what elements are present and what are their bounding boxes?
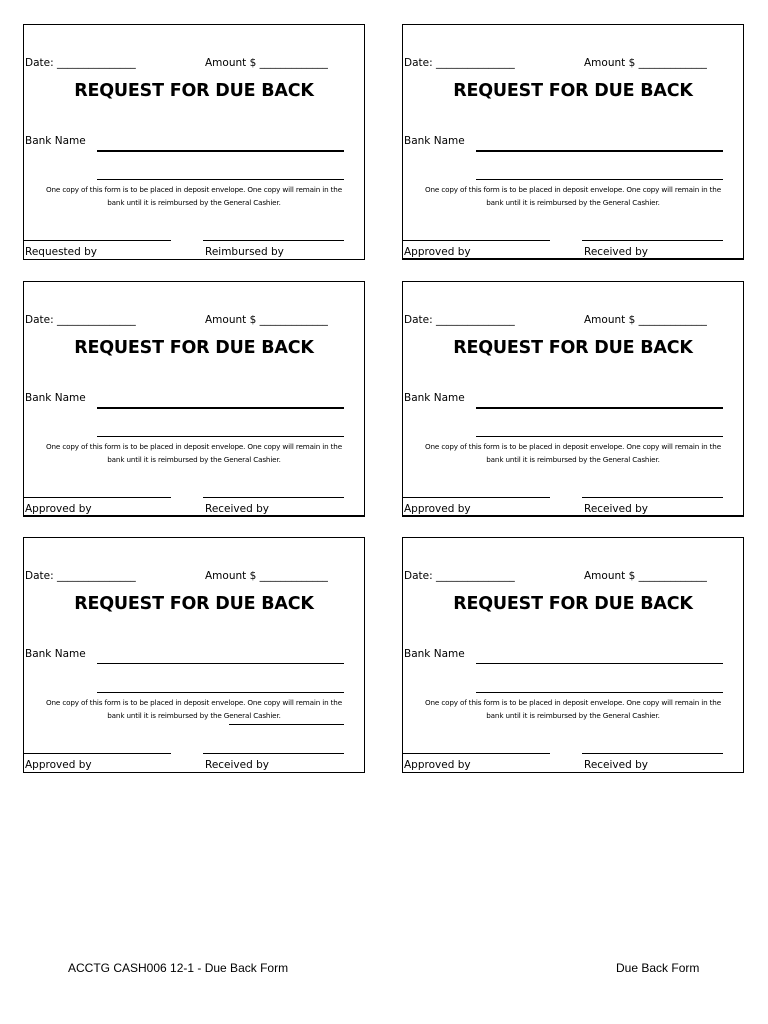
- bank-name-line-2: [476, 179, 723, 180]
- form-title: REQUEST FOR DUE BACK: [453, 81, 693, 101]
- due-back-form: [402, 281, 744, 517]
- signature-line-left: [403, 497, 550, 498]
- received-by-label: Received by: [584, 246, 648, 258]
- due-back-form: [402, 24, 744, 260]
- signature-line-right: [582, 240, 723, 241]
- received-by-label: Received by: [205, 503, 269, 515]
- form-title: REQUEST FOR DUE BACK: [453, 338, 693, 358]
- bank-name-line: [476, 150, 723, 152]
- notice-line-2: bank until it is reimbursed by the General Cashier.: [107, 198, 281, 207]
- form-notice: [24, 696, 364, 722]
- signature-line-right: [582, 497, 723, 498]
- approved-by-label: Approved by: [404, 759, 471, 771]
- extra-underline: [229, 724, 344, 725]
- footer-document-title: Due Back Form: [616, 961, 700, 975]
- bank-name-line: [476, 407, 723, 409]
- notice-line-2: bank until it is reimbursed by the General Cashier.: [107, 455, 281, 464]
- bank-name-line-2: [97, 179, 344, 180]
- bank-name-line-2: [476, 692, 723, 693]
- approved-by-label: Approved by: [25, 759, 92, 771]
- signature-line-right: [203, 753, 344, 754]
- signature-line-right: [203, 497, 344, 498]
- signature-line-right: [582, 753, 723, 754]
- form-title: REQUEST FOR DUE BACK: [453, 594, 693, 614]
- signature-line-left: [403, 240, 550, 241]
- bank-name-line-2: [97, 436, 344, 437]
- signature-line-left: [24, 497, 171, 498]
- notice-line-1: One copy of this form is to be placed in deposit envelope. One copy will remain in the: [425, 185, 721, 194]
- date-field-label: Date: _______________: [404, 57, 515, 69]
- approved-by-label: Approved by: [404, 246, 471, 258]
- bank-name-line: [476, 663, 723, 664]
- amount-field-label: Amount $ _____________: [205, 57, 328, 69]
- bank-name-label: Bank Name: [25, 135, 86, 147]
- bank-name-line-2: [97, 692, 344, 693]
- form-title: REQUEST FOR DUE BACK: [74, 81, 314, 101]
- form-notice: [24, 440, 364, 466]
- due-back-form: [23, 281, 365, 517]
- amount-field-label: Amount $ _____________: [584, 314, 707, 326]
- bank-name-line: [97, 407, 344, 409]
- form-notice: [24, 183, 364, 209]
- bank-name-label: Bank Name: [404, 392, 465, 404]
- date-field-label: Date: _______________: [25, 314, 136, 326]
- signature-line-right: [203, 240, 344, 241]
- bank-name-label: Bank Name: [25, 392, 86, 404]
- bank-name-line: [97, 150, 344, 152]
- notice-line-2: bank until it is reimbursed by the General Cashier.: [486, 455, 660, 464]
- approved-by-label: Approved by: [25, 503, 92, 515]
- form-notice: [403, 440, 743, 466]
- due-back-form: [23, 537, 365, 773]
- amount-field-label: Amount $ _____________: [205, 314, 328, 326]
- bank-name-line-2: [476, 436, 723, 437]
- date-field-label: Date: _______________: [404, 570, 515, 582]
- date-field-label: Date: _______________: [404, 314, 515, 326]
- notice-line-1: One copy of this form is to be placed in deposit envelope. One copy will remain in the: [46, 698, 342, 707]
- notice-line-2: bank until it is reimbursed by the General Cashier.: [107, 711, 281, 720]
- signature-line-left: [24, 753, 171, 754]
- bank-name-label: Bank Name: [404, 648, 465, 660]
- notice-line-2: bank until it is reimbursed by the General Cashier.: [486, 198, 660, 207]
- amount-field-label: Amount $ _____________: [205, 570, 328, 582]
- signature-line-left: [403, 753, 550, 754]
- approved-by-label: Approved by: [404, 503, 471, 515]
- footer-document-code: ACCTG CASH006 12-1 - Due Back Form: [68, 961, 289, 975]
- notice-line-1: One copy of this form is to be placed in deposit envelope. One copy will remain in the: [425, 442, 721, 451]
- received-by-label: Received by: [205, 759, 269, 771]
- due-back-form: [23, 24, 365, 260]
- notice-line-2: bank until it is reimbursed by the General Cashier.: [486, 711, 660, 720]
- form-title: REQUEST FOR DUE BACK: [74, 338, 314, 358]
- amount-field-label: Amount $ _____________: [584, 570, 707, 582]
- reimbursed-by-label: Reimbursed by: [205, 246, 284, 258]
- notice-line-1: One copy of this form is to be placed in deposit envelope. One copy will remain in the: [46, 185, 342, 194]
- bank-name-label: Bank Name: [404, 135, 465, 147]
- notice-line-1: One copy of this form is to be placed in deposit envelope. One copy will remain in the: [46, 442, 342, 451]
- amount-field-label: Amount $ _____________: [584, 57, 707, 69]
- date-field-label: Date: _______________: [25, 57, 136, 69]
- notice-line-1: One copy of this form is to be placed in deposit envelope. One copy will remain in the: [425, 698, 721, 707]
- form-notice: [403, 183, 743, 209]
- received-by-label: Received by: [584, 759, 648, 771]
- form-notice: [403, 696, 743, 722]
- requested-by-label: Requested by: [25, 246, 97, 258]
- due-back-form: [402, 537, 744, 773]
- bank-name-line: [97, 663, 344, 664]
- received-by-label: Received by: [584, 503, 648, 515]
- bank-name-label: Bank Name: [25, 648, 86, 660]
- form-title: REQUEST FOR DUE BACK: [74, 594, 314, 614]
- signature-line-left: [24, 240, 171, 241]
- date-field-label: Date: _______________: [25, 570, 136, 582]
